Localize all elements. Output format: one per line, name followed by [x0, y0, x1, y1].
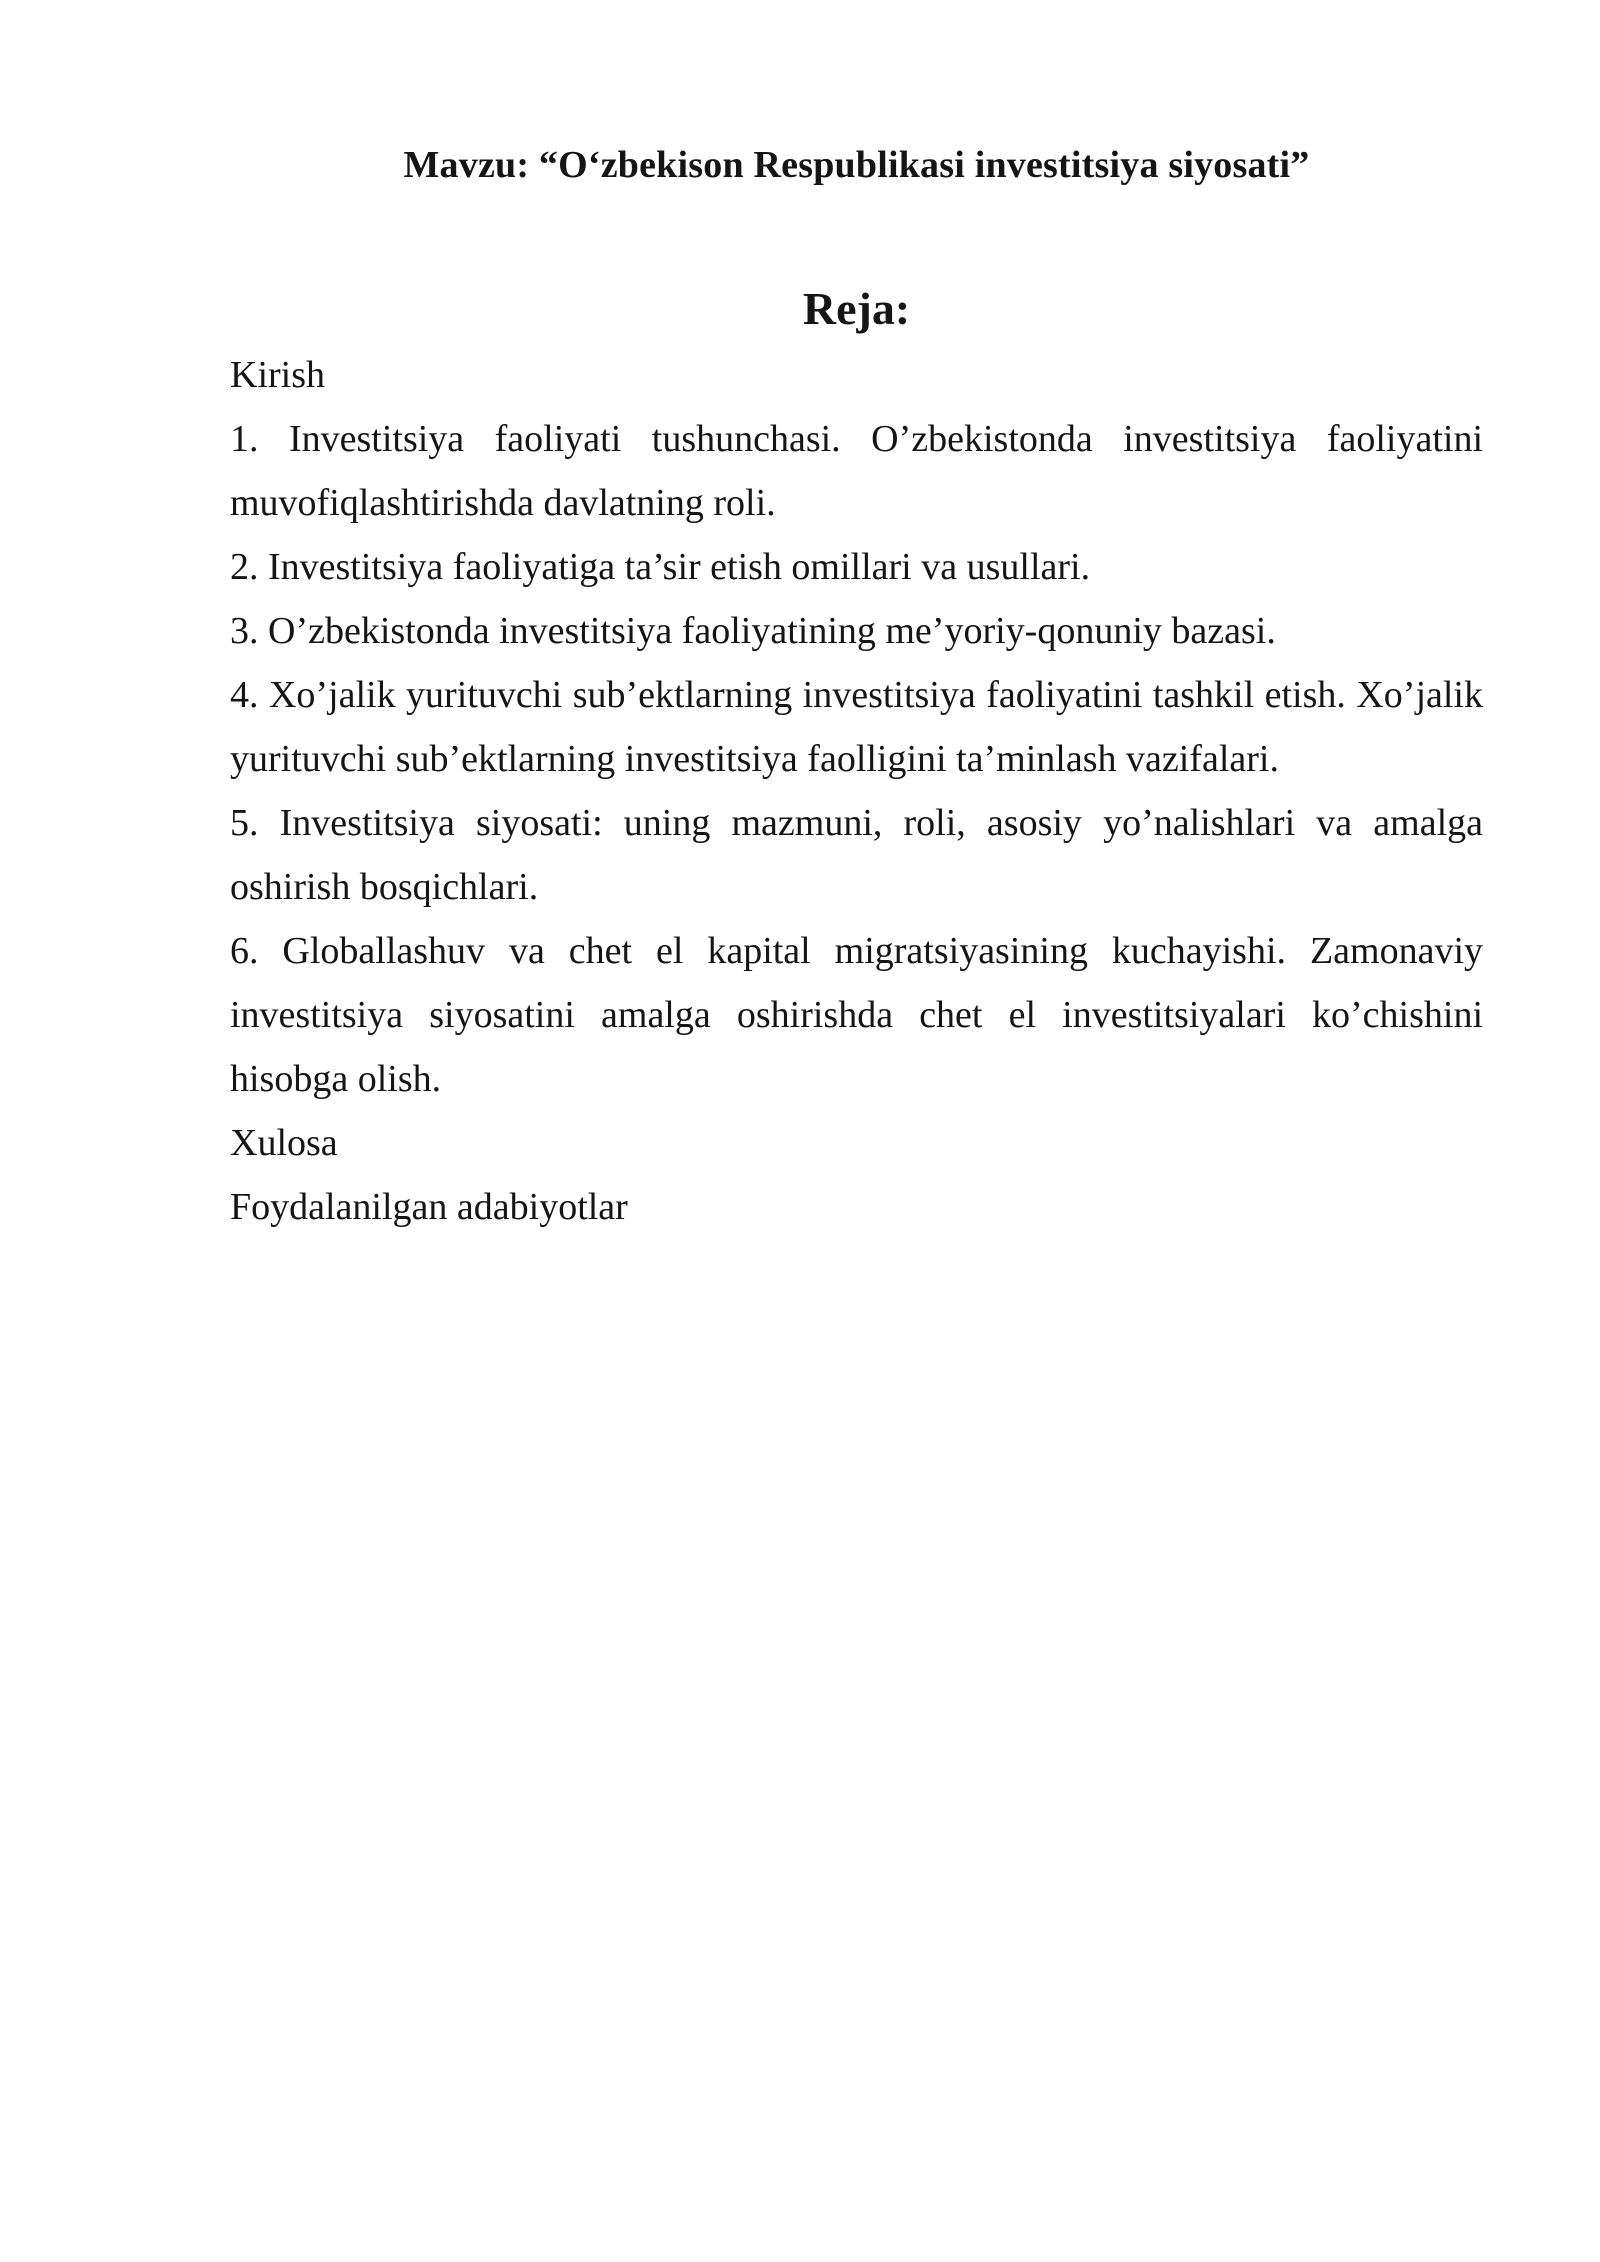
plan-list	[230, 343, 1483, 1239]
plan-item-3: 3. O’zbekistonda investitsiya faoliyatining me’yoriy-qonuniy bazasi.	[230, 610, 1276, 652]
plan-item-2: 2. Investitsiya faoliyatiga ta’sir etish omillari va usullari.	[230, 546, 1091, 588]
plan-item-xulosa: Xulosa	[230, 1122, 338, 1164]
plan-item-5: 5. Investitsiya siyosati: uning mazmuni, roli, asosiy yo’nalishlari va amalga oshirish bosqichlari.	[230, 802, 1483, 908]
plan-heading: Reja:	[802, 283, 911, 334]
plan-item-adabiyotlar: Foydalanilgan adabiyotlar	[230, 1186, 628, 1228]
plan-item-4: 4. Xo’jalik yurituvchi sub’ektlarning investitsiya faoliyatini tashkil etish. Xo’jalik yurituvchi sub’ektlarning investitsiya faolligini ta’minlash vazifalari.	[230, 674, 1483, 780]
plan-item-6: 6. Globallashuv va chet el kapital migratsiyasining kuchayishi. Zamonaviy investitsiya siyosatini amalga oshirishda chet el investitsiyalari ko’chishini hisobga olish.	[230, 930, 1483, 1100]
plan-item-kirish: Kirish	[230, 354, 325, 396]
document-title: Mavzu: “O‘zbekison Respublikasi investitsiya siyosati”	[403, 144, 1310, 186]
plan-item-1: 1. Investitsiya faoliyati tushunchasi. O’zbekistonda investitsiya faoliyatini muvofiqlashtirishda davlatning roli.	[230, 418, 1483, 524]
